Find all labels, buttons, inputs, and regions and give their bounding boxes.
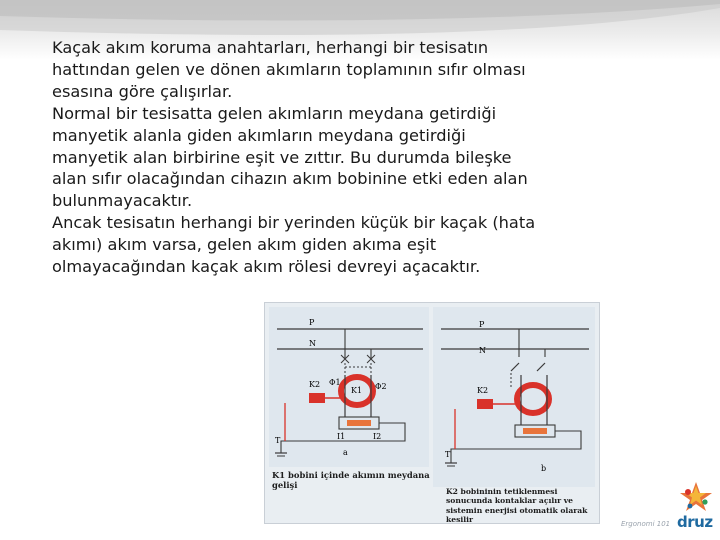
- label-i1: I1: [337, 432, 346, 441]
- label-k1: K1: [351, 386, 363, 395]
- label-i2: I2: [373, 432, 382, 441]
- text-line: manyetik alanla giden akımların meydana getirdiği: [52, 125, 466, 145]
- label-n-left: N: [309, 339, 316, 348]
- caption-right: K2 bobininin tetiklenmesi sonucunda kontaklar açılır ve sistemin enerjisi otomatik olarak kesilir: [446, 487, 588, 525]
- text-line: olmayacağından kaçak akım rölesi devreyi açacaktır.: [52, 257, 481, 277]
- text-line: hattından gelen ve dönen akımların toplamının sıfır olması: [52, 59, 526, 79]
- right-panel: [433, 307, 595, 487]
- label-t-right: T: [445, 450, 451, 459]
- label-phi2: Φ2: [375, 382, 387, 391]
- text-line: manyetik alan birbirine eşit ve zıttır. Bu durumda bileşke: [52, 147, 512, 167]
- logo-wordmark: druz: [677, 513, 713, 531]
- text-line: Normal bir tesisatta gelen akımların meydana getirdiği: [52, 103, 497, 123]
- caption-left: K1 bobini içinde akımın meydana gelişi: [272, 470, 430, 490]
- k2-relay-right: [477, 399, 493, 409]
- load-element-right: [523, 428, 547, 434]
- label-phi1: Φ1: [329, 378, 341, 387]
- load-element-left: [347, 420, 371, 426]
- label-b: b: [541, 464, 547, 473]
- text-line: Kaçak akım koruma anahtarları, herhangi bir tesisatın: [52, 38, 489, 57]
- text-line: esasına göre çalışırlar.: [52, 81, 233, 101]
- label-k2-left: K2: [309, 380, 321, 389]
- label-t-left: T: [275, 436, 281, 445]
- text-line: bulunmayacaktır.: [52, 191, 193, 211]
- left-panel: [269, 307, 429, 467]
- text-line: Ancak tesisatın herhangi bir yerinden küçük bir kaçak (hata: [52, 213, 536, 233]
- label-k2-right: K2: [477, 386, 489, 395]
- text-line: akımı) akım varsa, gelen akım giden akıma eşit: [52, 235, 437, 255]
- footer-course-name: Ergonomi 101: [621, 520, 671, 528]
- label-a: a: [343, 448, 348, 457]
- text-line: alan sıfır olacağından cihazın akım bobinine etki eden alan: [52, 169, 528, 189]
- label-n-right: N: [479, 346, 486, 355]
- label-p-right: P: [479, 320, 485, 329]
- label-p-left: P: [309, 318, 315, 327]
- slide-body-text: [52, 37, 612, 278]
- k2-relay-left: [309, 393, 325, 403]
